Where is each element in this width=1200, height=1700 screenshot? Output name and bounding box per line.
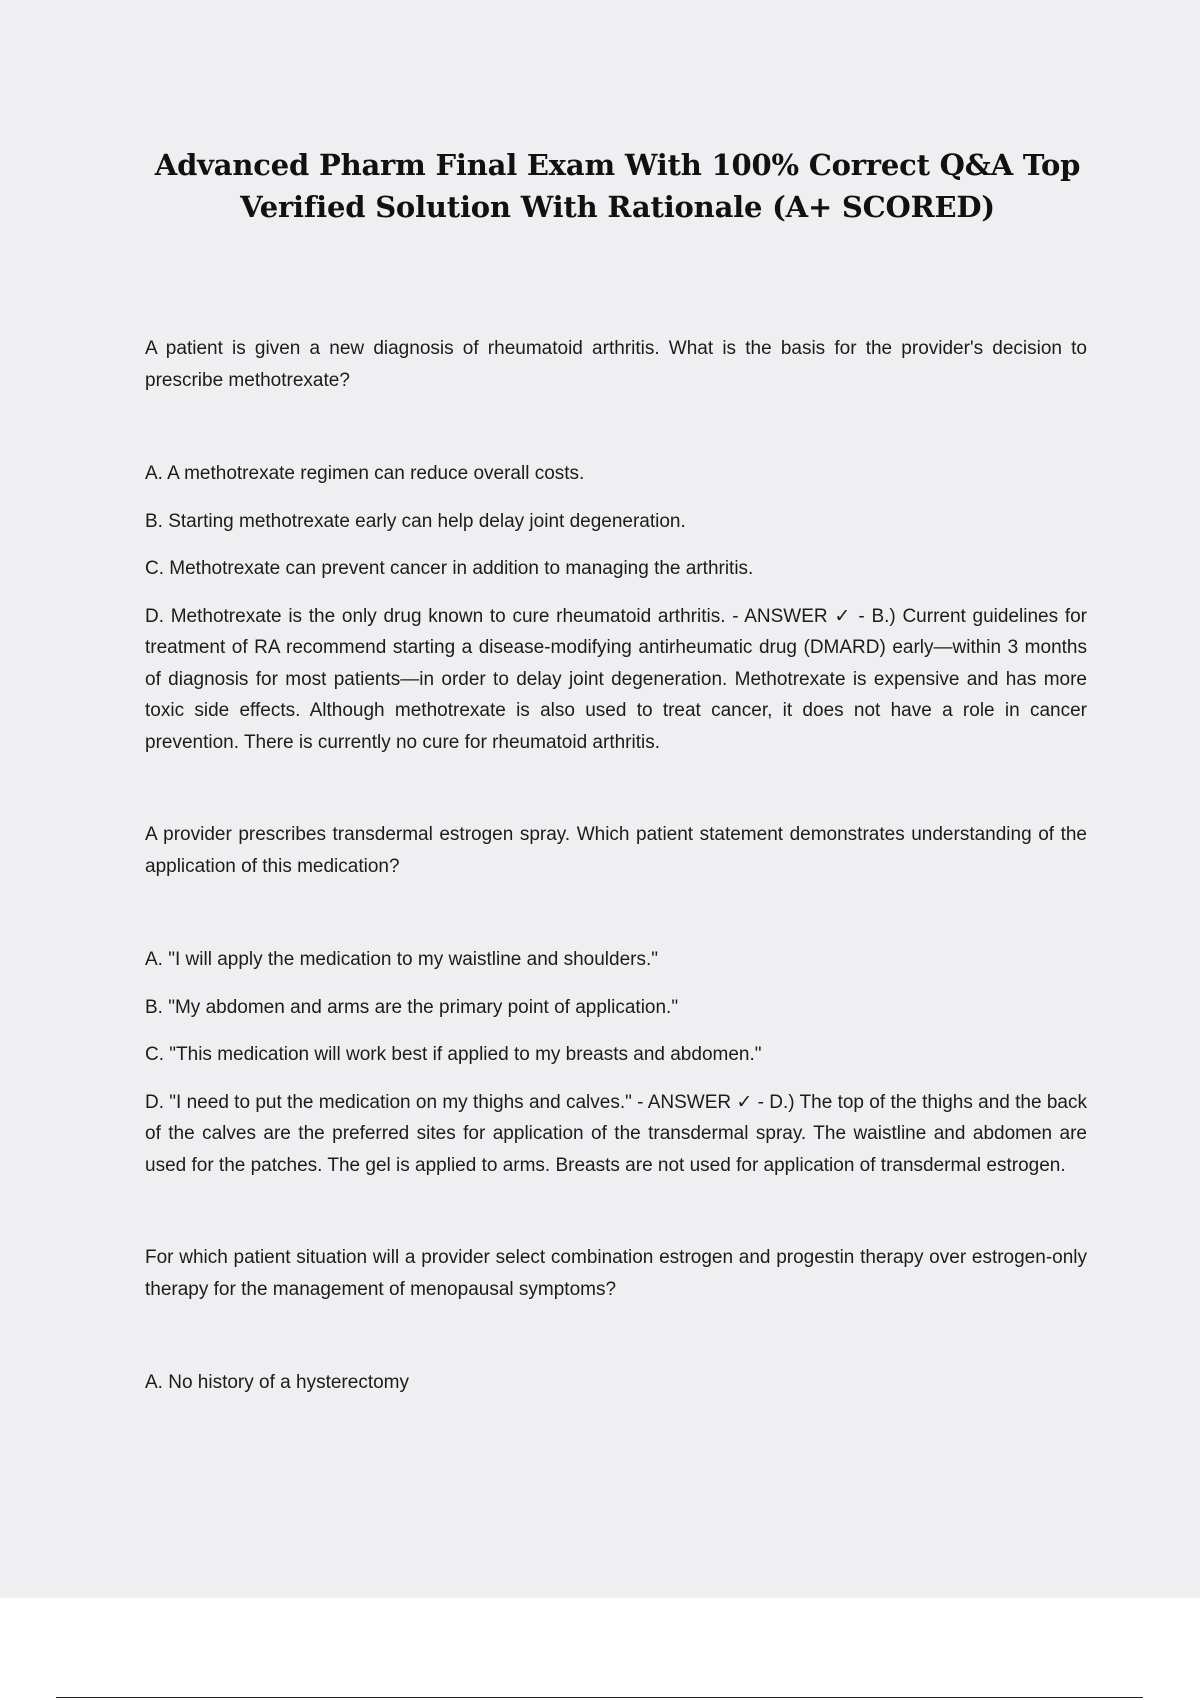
answer-option-d-with-rationale: D. "I need to put the medication on my thighs and calves." - ANSWER ✓ - D.) The top of the thighs and the back of the calves are the preferred sites for application of the transdermal spray. The waistline and abdomen are used for the patches. The gel is applied to arms. Breasts are not used for application of transdermal estrogen. <box>145 1091 1087 1176</box>
answer-option-c: C. "This medication will work best if applied to my breasts and abdomen." <box>145 1044 762 1065</box>
question-block-3 <box>145 1242 1087 1399</box>
question-text: A patient is given a new diagnosis of rheumatoid arthritis. What is the basis for the provider's decision to prescribe methotrexate? <box>145 338 1087 391</box>
answer-option-a: A. No history of a hysterectomy <box>145 1372 409 1393</box>
page-bottom-divider <box>56 1697 1143 1698</box>
document-title: Advanced Pharm Final Exam With 100% Correct Q&A Top Verified Solution With Rationale (A+ SCORED) <box>154 148 1081 224</box>
answer-option-a: A. "I will apply the medication to my waistline and shoulders." <box>145 949 659 970</box>
question-text: A provider prescribes transdermal estrogen spray. Which patient statement demonstrates understanding of the application of this medication? <box>145 824 1087 877</box>
answer-option-d-with-rationale: D. Methotrexate is the only drug known to cure rheumatoid arthritis. - ANSWER ✓ - B.) Current guidelines for treatment of RA recommend starting a disease-modifying antirheumatic drug (DMARD) early—within 3 months of diagnosis for most patients—in order to delay joint degeneration. Methotrexate is expensive and has more toxic side effects. Although methotrexate is also used to treat cancer, it does not have a role in cancer prevention. There is currently no cure for rheumatoid arthritis. <box>145 605 1087 753</box>
question-block-1 <box>145 333 1087 758</box>
question-text: For which patient situation will a provider select combination estrogen and progestin therapy over estrogen-only therapy for the management of menopausal symptoms? <box>145 1247 1087 1300</box>
answer-option-b: B. "My abdomen and arms are the primary point of application." <box>145 996 679 1018</box>
answer-option-b: B. Starting methotrexate early can help delay joint degeneration. <box>145 510 686 532</box>
question-list <box>145 333 1087 1399</box>
answer-option-a: A. A methotrexate regimen can reduce overall costs. <box>145 463 585 484</box>
question-block-2 <box>145 819 1087 1181</box>
answer-option-c: C. Methotrexate can prevent cancer in addition to managing the arthritis. <box>145 558 754 579</box>
